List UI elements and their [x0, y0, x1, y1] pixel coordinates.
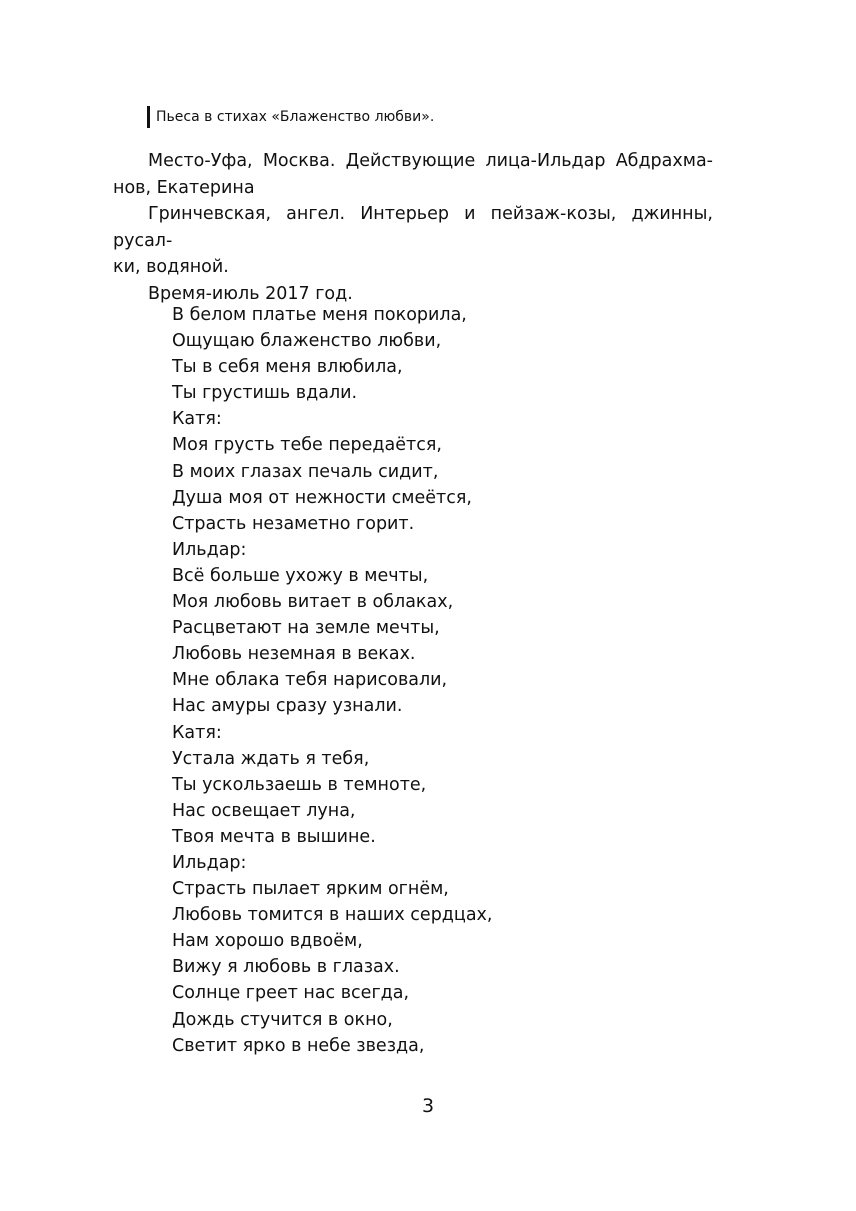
play-intro	[113, 148, 713, 307]
poem-line: Дождь стучится в окно,	[172, 1009, 393, 1030]
poem-line: Страсть незаметно горит.	[172, 513, 415, 534]
poem-line: Устала ждать я тебя,	[172, 748, 370, 769]
intro-line-4: ки, водяной.	[113, 257, 229, 277]
intro-line-3: Гринчевская, ангел. Интерьер и пейзаж-козы, джинны, русал-	[113, 204, 713, 251]
poem-line: Мне облака тебя нарисовали,	[172, 670, 448, 691]
poem-line: Моя грусть тебе передаётся,	[172, 435, 442, 456]
poem-line: Любовь томится в наших сердцах,	[172, 905, 493, 926]
running-head-bar	[147, 106, 150, 128]
running-head-title: Пьеса в стихах «Блаженство любви».	[156, 109, 435, 125]
page-number: 3	[421, 1095, 435, 1117]
intro-line-5: Время-июль 2017 год.	[148, 283, 353, 304]
poem-line: Нас амуры сразу узнали.	[172, 696, 403, 717]
poem-line: Ты грустишь вдали.	[172, 383, 358, 404]
speaker-label: Ильдар:	[172, 539, 247, 560]
intro-line-1: Место-Уфа, Москва. Действующие лица-Ильдар Абдрахма-	[148, 151, 713, 171]
poem-text	[172, 302, 732, 1059]
poem-line: Всё больше ухожу в мечты,	[172, 565, 429, 586]
poem-line: В моих глазах печаль сидит,	[172, 461, 439, 482]
poem-line: Вижу я любовь в глазах.	[172, 957, 400, 978]
poem-line: В белом платье меня покорила,	[172, 305, 467, 325]
poem-line: Страсть пылает ярким огнём,	[172, 879, 449, 900]
intro-line-2: нов, Екатерина	[113, 177, 255, 198]
poem-line: Душа моя от нежности смеётся,	[172, 487, 472, 508]
poem-line: Солнце греет нас всегда,	[172, 983, 410, 1004]
speaker-label: Катя:	[172, 409, 222, 430]
poem-line: Твоя мечта в вышине.	[172, 826, 376, 847]
speaker-label: Катя:	[172, 722, 222, 743]
poem-line: Ты в себя меня влюбила,	[172, 357, 403, 378]
poem-line: Ощущаю блаженство любви,	[172, 331, 442, 352]
speaker-label: Ильдар:	[172, 852, 247, 873]
poem-line: Нас освещает луна,	[172, 800, 356, 821]
poem-line: Ты ускользаешь в темноте,	[172, 774, 427, 795]
running-head	[147, 106, 434, 128]
poem-line: Любовь неземная в веках.	[172, 644, 416, 665]
poem-line: Моя любовь витает в облаках,	[172, 592, 454, 613]
poem-line: Расцветают на земле мечты,	[172, 618, 440, 639]
poem-line: Нам хорошо вдвоём,	[172, 931, 363, 952]
poem-line: Светит ярко в небе звезда,	[172, 1035, 425, 1056]
